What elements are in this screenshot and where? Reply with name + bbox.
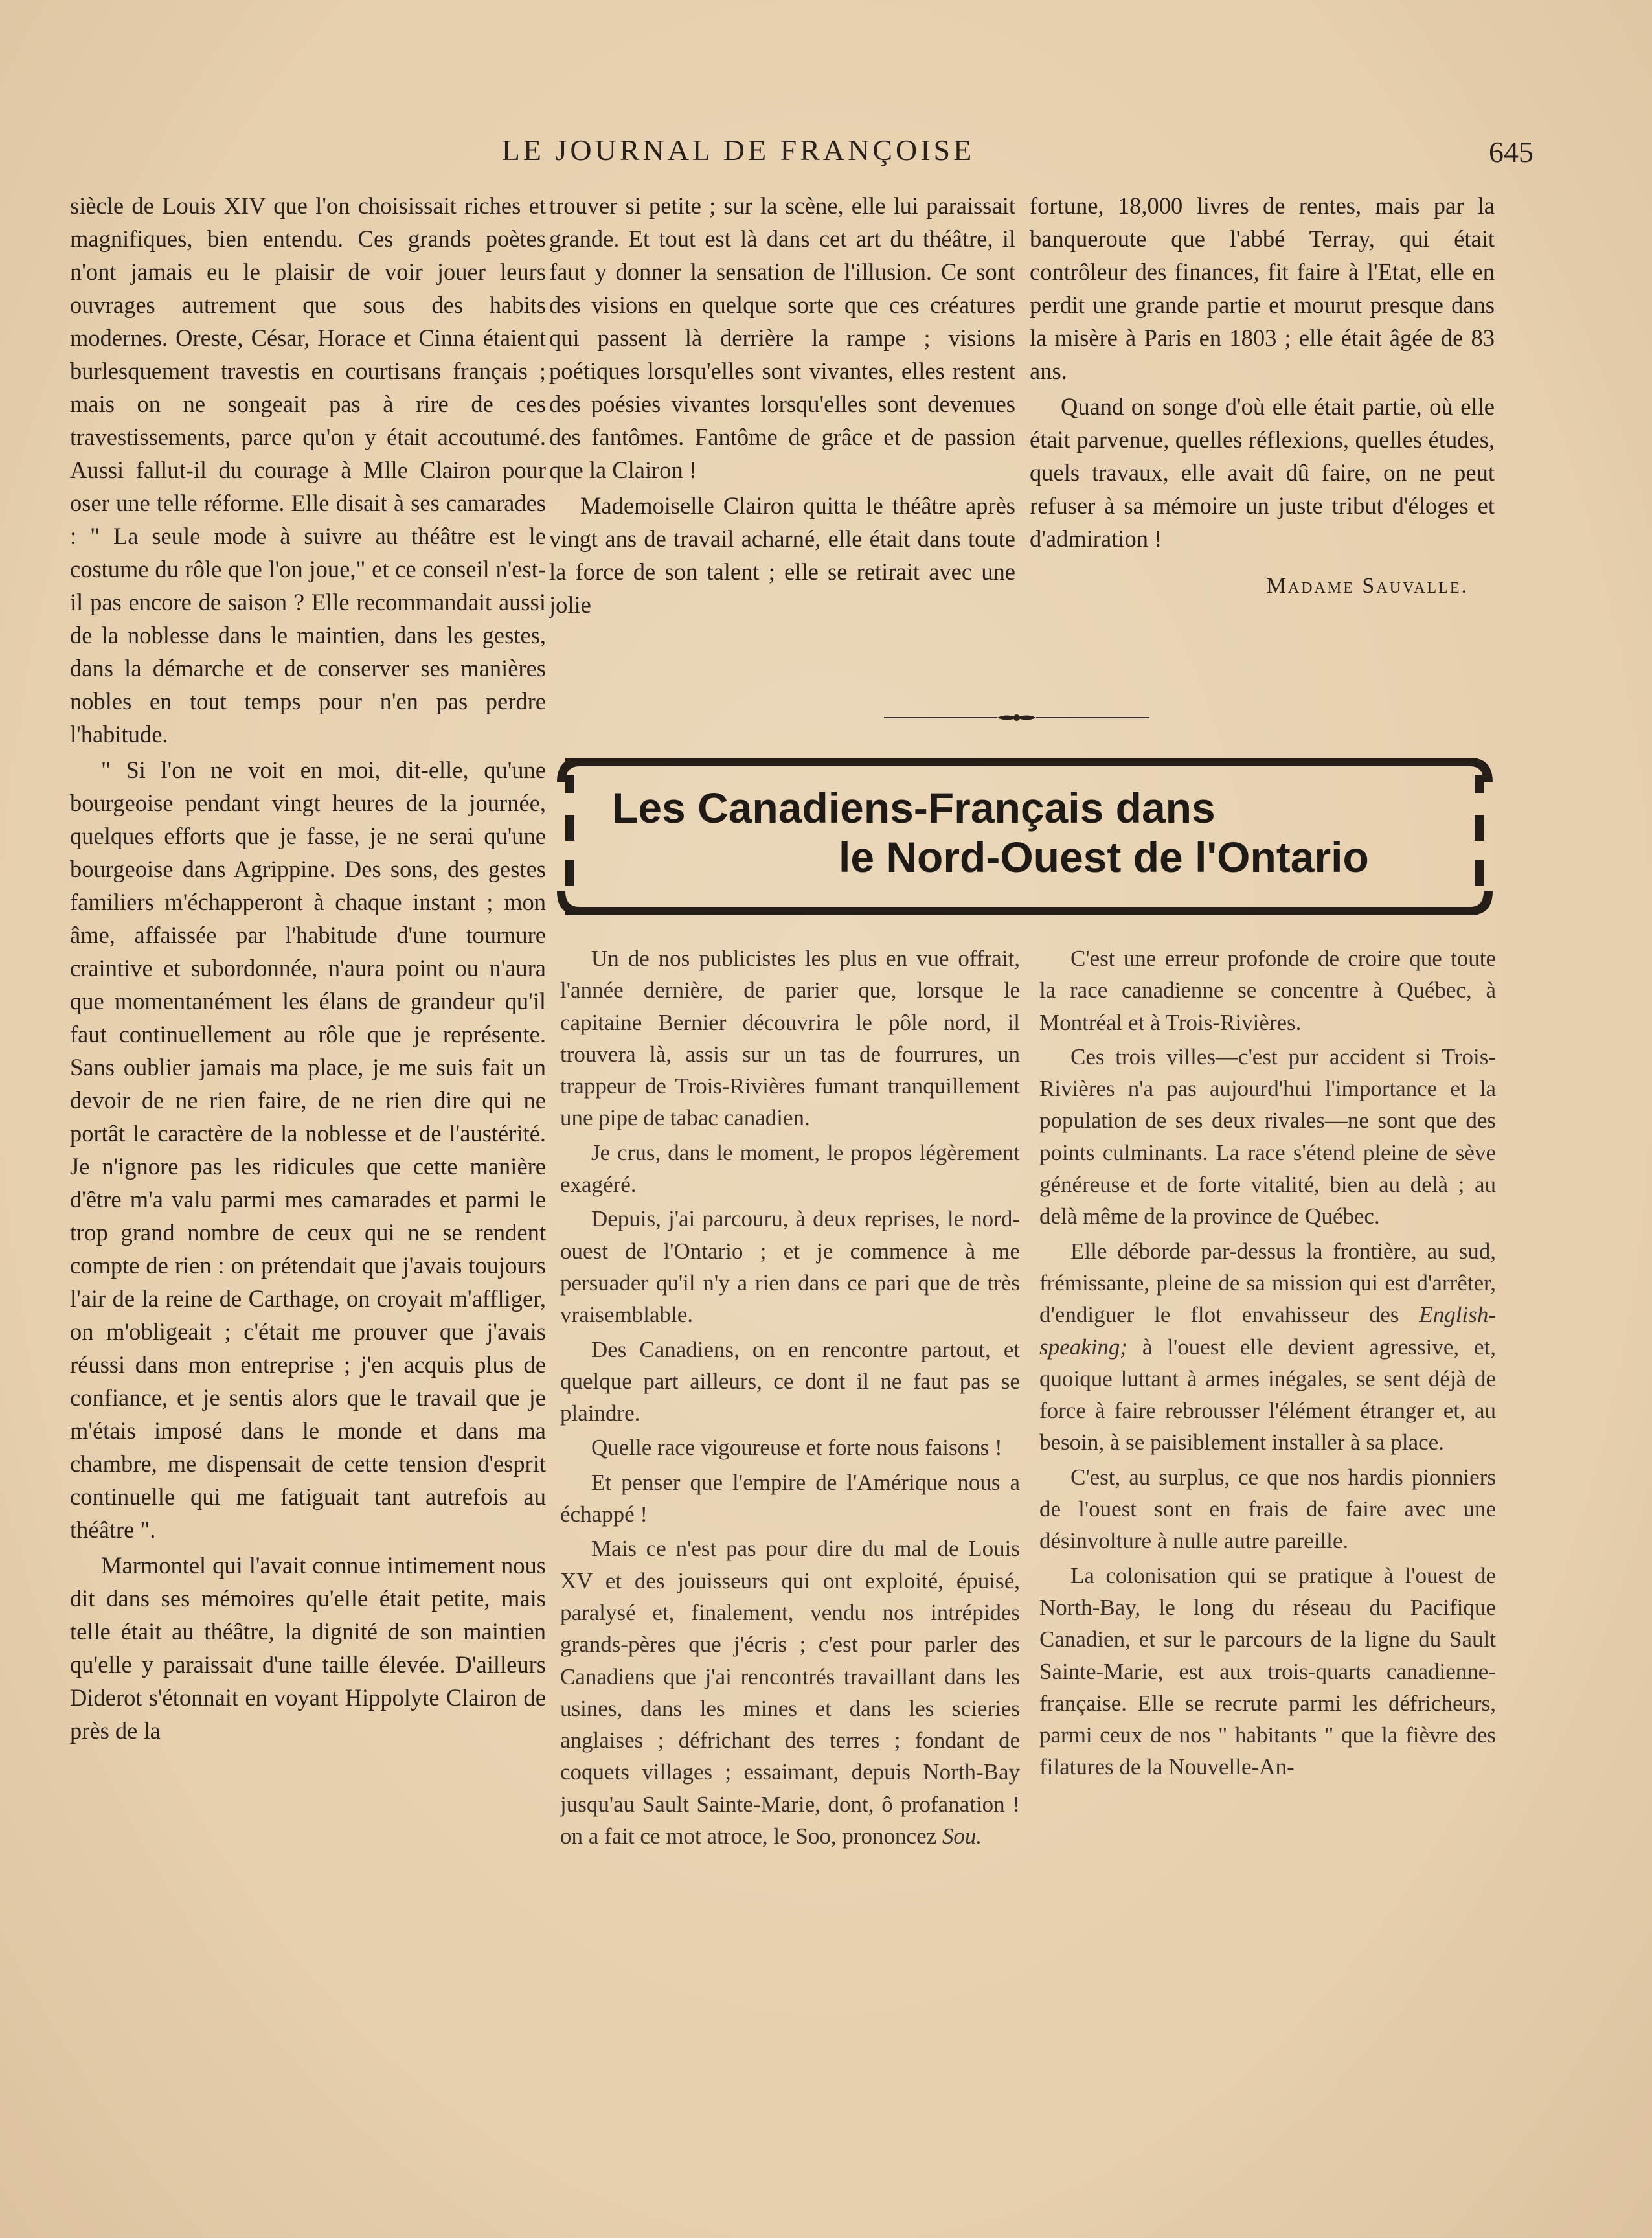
- title-line-2: le Nord-Ouest de l'Ontario: [839, 833, 1369, 881]
- paragraph: Depuis, j'ai parcouru, à deux reprises, le nord-ouest de l'Ontario ; et je commence à me persuader qu'il n'y a rien dans ce pari que de très vraisemblable.: [560, 1206, 1020, 1328]
- author-signature: Madame Sauvalle.: [1266, 574, 1469, 598]
- running-head: LE JOURNAL DE FRANÇOISE: [501, 133, 975, 166]
- paragraph-with-italic: [1039, 1235, 1496, 1459]
- paragraph-text-rest: à l'ouest elle devient agressive, et, quoique luttant à armes inégales, se sent déjà de force à faire rebrousser l'élément étranger et, au besoin, à se paisiblement installer à sa place.: [1039, 1334, 1496, 1456]
- paragraph: Ces trois villes—c'est pur accident si Trois-Rivières n'a pas aujourd'hui l'importance et la population de ses deux rivales—ne sont que des points culminants. La race s'étend pleine de sève généreuse et de forte vitalité, bien au delà ; au delà même de la province de Québec.: [1039, 1044, 1496, 1229]
- paragraph: Et penser que l'empire de l'Amérique nous a échappé !: [560, 1469, 1020, 1527]
- paragraph: Un de nos publicistes les plus en vue offrait, l'année dernière, de parier que, lorsque le capitaine Bernier découvrira le pôle nord, il trouvera là, assis sur un tas de fourrures, un trappeur de Trois-Rivières fumant tranquillement une pipe de tabac canadien.: [560, 946, 1020, 1131]
- paragraph: fortune, 18,000 livres de rentes, mais par la banqueroute que l'abbé Terray, qui était contrôleur des finances, fit faire à l'Etat, elle en perdit une grande partie et mourut presque dans la misère à Paris en 1803 ; elle était âgée de 83 ans.: [1030, 192, 1495, 384]
- article2-column-2: [1039, 942, 1496, 1786]
- paragraph: Je crus, dans le moment, le propos légèrement exagéré.: [560, 1139, 1020, 1198]
- article1-column-1: [70, 189, 546, 1750]
- article1-column-3: [1030, 189, 1495, 602]
- paragraph: siècle de Louis XIV que l'on choisissait riches et magnifiques, bien entendu. Ces grands poètes n'ont jamais eu le plaisir de voir jouer leurs ouvrages autrement que sous des habits modernes. Oreste, César, Horace et Cinna étaient burlesquement travestis en courtisans français ; mais on ne songeait pas à rire de ces travestissements, parce qu'on y était accoutumé. Aussi fallut-il du courage à Mlle Clairon pour oser une telle réforme. Elle disait à ses camarades : " La seule mode à suivre au théâtre est le costume du rôle que l'on joue," et ce conseil n'est-il pas encore de saison ? Elle recommandait aussi de la noblesse dans le maintien, dans les gestes, dans la démarche et de conserver ses manières nobles en tout temps pour n'en pas perdre l'habitude.: [70, 192, 546, 748]
- paragraph: Mademoiselle Clairon quitta le théâtre après vingt ans de travail acharné, elle était dans toute la force de son talent ; elle se retirait avec une jolie: [549, 492, 1015, 618]
- paragraph: La colonisation qui se pratique à l'ouest de North-Bay, le long du réseau du Pacifique Canadien, et sur le parcours de la ligne du Sault Sainte-Marie, est aux trois-quarts canadienne-française. Elle se recrute parmi les défricheurs, parmi ceux de nos " habitants " que la fièvre des filatures de la Nouvelle-An-: [1039, 1562, 1496, 1780]
- paragraph: Marmontel qui l'avait connue intimement nous dit dans ses mémoires qu'elle était petite, mais telle était au théâtre, la dignité de son maintien qu'elle y paraissait d'une taille élevée. D'ailleurs Diderot s'étonnait en voyant Hippolyte Clairon de près de la: [70, 1552, 546, 1744]
- paragraph-text: Elle déborde par-dessus la frontière, au sud, frémissante, pleine de sa mission qui est d'arrêter, d'endiguer le flot envahisseur des: [1039, 1238, 1496, 1328]
- article2-column-1: [560, 942, 1020, 1855]
- paragraph: " Si l'on ne voit en moi, dit-elle, qu'une bourgeoise pendant vingt heures de la journée, quelques efforts que je fasse, je ne serai qu'une bourgeoise dans Agrippine. Des sons, des gestes familiers m'échapperont à chaque instant ; mon âme, affaissée par l'habitude d'une tournure craintive et subordonnée, n'aura point ou n'aura que momentanément les élans de grandeur qu'il faut continuellement au rôle que je représente. Sans oublier jamais ma place, je me suis fait un devoir de ne rien faire, de ne rien dire qui ne portât le caractère de la noblesse et de l'austérité. Je n'ignore pas les ridicules que cette manière d'être m'a valu parmi mes camarades et parmi le trop grand nombre de ceux qui ne se rendent compte de rien : on prétendait que j'avais toujours l'air de la reine de Carthage, on croyait m'affliger, on m'obligeait ; c'était me prouver que j'avais réussi dans mon entreprise ; j'en acquis plus de confiance, et je sentis alors que le travail que je m'étais imposé dans le monde et dans ma chambre, me dispensait de cette tension d'esprit continuelle qui me fatiguait tant autrefois au théâtre ".: [70, 757, 546, 1543]
- ornament-divider: [884, 711, 1149, 724]
- paragraph-text: Mais ce n'est pas pour dire du mal de Louis XV et des jouisseurs qui ont exploité, épuisé, paralysé et, finalement, vendu nos intrépides grands-pères que j'écris ; c'est pour parler des Canadiens que j'ai rencontrés travaillant dans les usines, dans les mines et dans les scieries anglaises ; défrichant des terres ; fondant de coquets villages ; essaimant, depuis North-Bay jusqu'au Sault Sainte-Marie, dont, ô profanation ! on a fait ce mot atroce, le Soo, prononcez: [560, 1536, 1020, 1849]
- article2-title: [580, 757, 1467, 919]
- italic-phrase: English-speaking;: [1039, 1302, 1497, 1360]
- paragraph: Quelle race vigoureuse et forte nous faisons !: [591, 1435, 1002, 1461]
- paragraph: Des Canadiens, on en rencontre partout, et quelque part ailleurs, ce dont il ne faut pas se plaindre.: [560, 1336, 1020, 1426]
- italic-word: Sou.: [942, 1823, 982, 1849]
- paragraph-last: [560, 1533, 1020, 1852]
- title-line-1: Les Canadiens-Français dans: [612, 784, 1216, 832]
- paragraph: C'est une erreur profonde de croire que toute la race canadienne se concentre à Québec, à Montréal et à Trois-Rivières.: [1039, 946, 1496, 1035]
- paragraph: Quand on songe d'où elle était partie, où elle était parvenue, quelles réflexions, quelles études, quels travaux, elle avait dû faire, on ne peut refuser à sa mémoire un juste tribut d'éloges et d'admiration !: [1030, 393, 1495, 552]
- page-number: 645: [1489, 135, 1533, 168]
- article1-column-2: [549, 189, 1015, 624]
- article2-title-box: [554, 757, 1496, 919]
- paragraph: C'est, au surplus, ce que nos hardis pionniers de l'ouest sont en frais de faire avec une désinvolture à nulle autre pareille.: [1039, 1464, 1496, 1554]
- paragraph: trouver si petite ; sur la scène, elle lui paraissait grande. Et tout est là dans cet art du théâtre, il faut y donner la sensation de l'illusion. Ce sont des visions en quelque sorte que ces créatures qui passent là derrière la rampe ; visions poétiques lorsqu'elles sont vivantes, elles restent des poésies vivantes lorsqu'elles sont devenues des fantômes. Fantôme de grâce et de passion que la Clairon !: [549, 192, 1015, 483]
